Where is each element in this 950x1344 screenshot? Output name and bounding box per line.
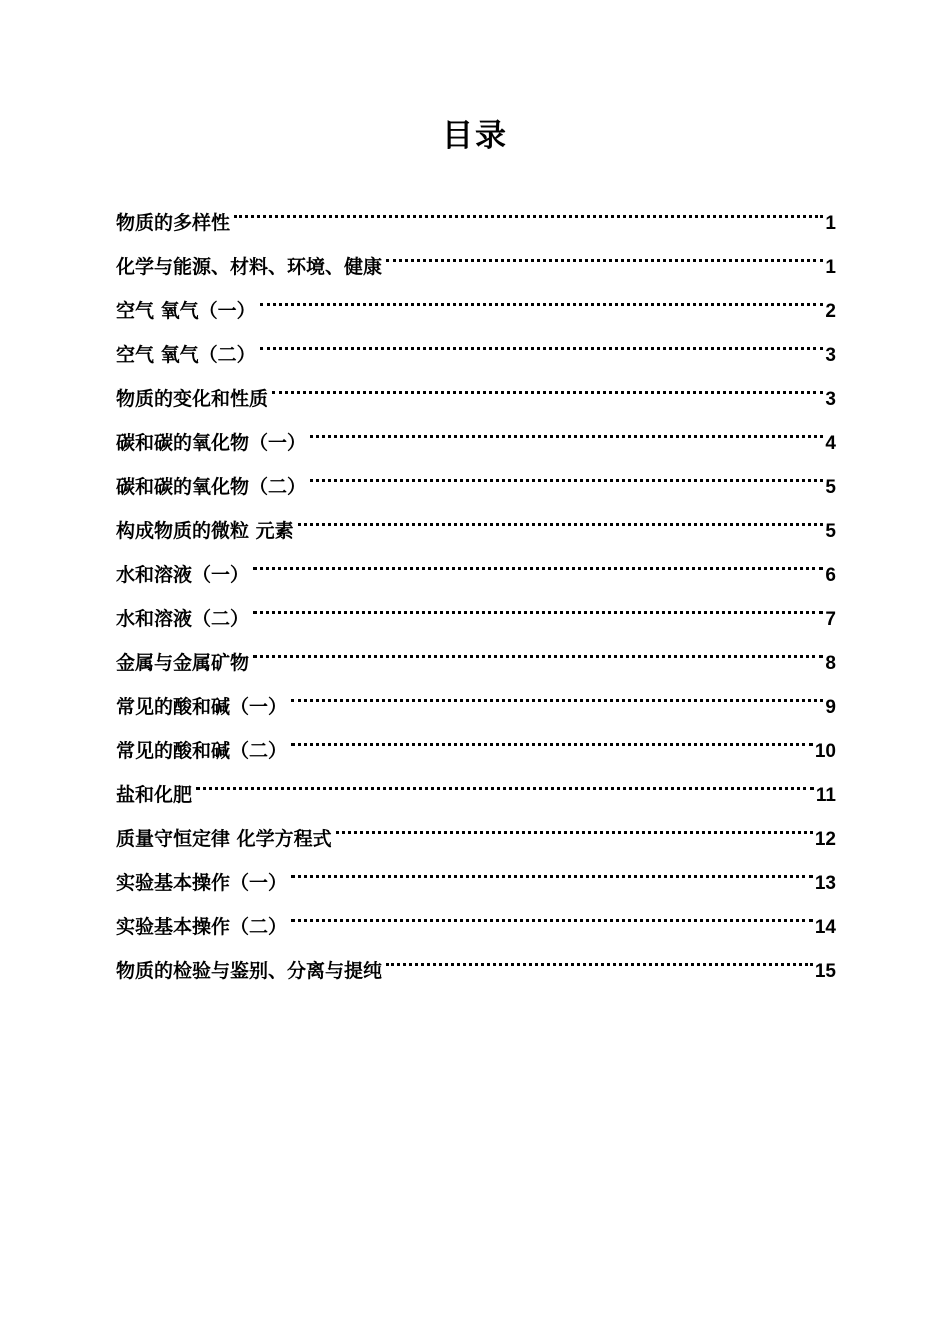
toc-page-number: 3 xyxy=(825,389,836,410)
toc-entry[interactable] xyxy=(116,185,836,234)
toc-entry-label: 水和溶液（一） xyxy=(116,564,250,586)
toc-entry-label: 水和溶液（二） xyxy=(116,608,250,630)
toc-entry-label: 实验基本操作（二） xyxy=(116,916,288,938)
toc-dot-leader xyxy=(291,669,823,713)
toc-page-number: 12 xyxy=(814,829,836,850)
toc-entry-label: 物质的变化和性质 xyxy=(116,388,269,410)
toc-entry-label: 盐和化肥 xyxy=(116,784,193,806)
toc-page-number: 4 xyxy=(825,433,836,454)
toc-dot-leader xyxy=(386,229,823,273)
toc-page-number: 9 xyxy=(825,697,836,718)
toc-dot-leader xyxy=(336,801,813,845)
toc-entry[interactable] xyxy=(116,757,836,806)
toc-page-number: 6 xyxy=(825,565,836,586)
toc-dot-leader xyxy=(260,273,824,317)
toc-page-number: 11 xyxy=(815,785,836,806)
toc-list xyxy=(116,185,836,982)
toc-page-number: 8 xyxy=(825,653,836,674)
toc-dot-leader xyxy=(291,713,813,757)
toc-entry-label: 物质的检验与鉴别、分离与提纯 xyxy=(116,960,383,982)
toc-entry-label: 金属与金属矿物 xyxy=(116,652,250,674)
toc-page-number: 5 xyxy=(825,477,836,498)
toc-page-number: 5 xyxy=(825,521,836,542)
toc-page-number: 2 xyxy=(825,301,836,322)
toc-dot-leader xyxy=(310,405,823,449)
toc-entry[interactable] xyxy=(116,801,836,850)
toc-entry-label: 质量守恒定律 化学方程式 xyxy=(116,828,332,850)
toc-page-number: 3 xyxy=(825,345,836,366)
toc-dot-leader xyxy=(310,449,823,493)
toc-entry-label: 空气 氧气（二） xyxy=(116,344,256,366)
page-title: 目录 xyxy=(442,118,508,154)
toc-dot-leader xyxy=(253,581,823,625)
toc-page-number: 10 xyxy=(814,741,836,762)
toc-entry-label: 碳和碳的氧化物（一） xyxy=(116,432,307,454)
toc-entry-label: 实验基本操作（一） xyxy=(116,872,288,894)
toc-dot-leader xyxy=(196,757,814,801)
toc-page-number: 1 xyxy=(825,213,836,234)
toc-page-number: 14 xyxy=(814,917,836,938)
toc-dot-leader xyxy=(253,537,823,581)
toc-entry-label: 常见的酸和碱（一） xyxy=(116,696,288,718)
toc-dot-leader xyxy=(260,317,824,361)
toc-page-number: 7 xyxy=(825,609,836,630)
toc-entry-label: 物质的多样性 xyxy=(116,212,231,234)
toc-dot-leader xyxy=(291,845,813,889)
toc-dot-leader xyxy=(253,625,823,669)
toc-entry-label: 常见的酸和碱（二） xyxy=(116,740,288,762)
toc-entry-label: 化学与能源、材料、环境、健康 xyxy=(116,256,383,278)
toc-dot-leader xyxy=(298,493,824,537)
toc-page-number: 15 xyxy=(814,961,836,982)
toc-dot-leader xyxy=(272,361,823,405)
toc-dot-leader xyxy=(386,933,813,977)
toc-entry-label: 空气 氧气（一） xyxy=(116,300,256,322)
toc-entry-label: 碳和碳的氧化物（二） xyxy=(116,476,307,498)
toc-page-number: 13 xyxy=(814,873,836,894)
toc-page-number: 1 xyxy=(825,257,836,278)
toc-dot-leader xyxy=(234,185,823,229)
toc-entry-label: 构成物质的微粒 元素 xyxy=(116,520,294,542)
toc-dot-leader xyxy=(291,889,813,933)
